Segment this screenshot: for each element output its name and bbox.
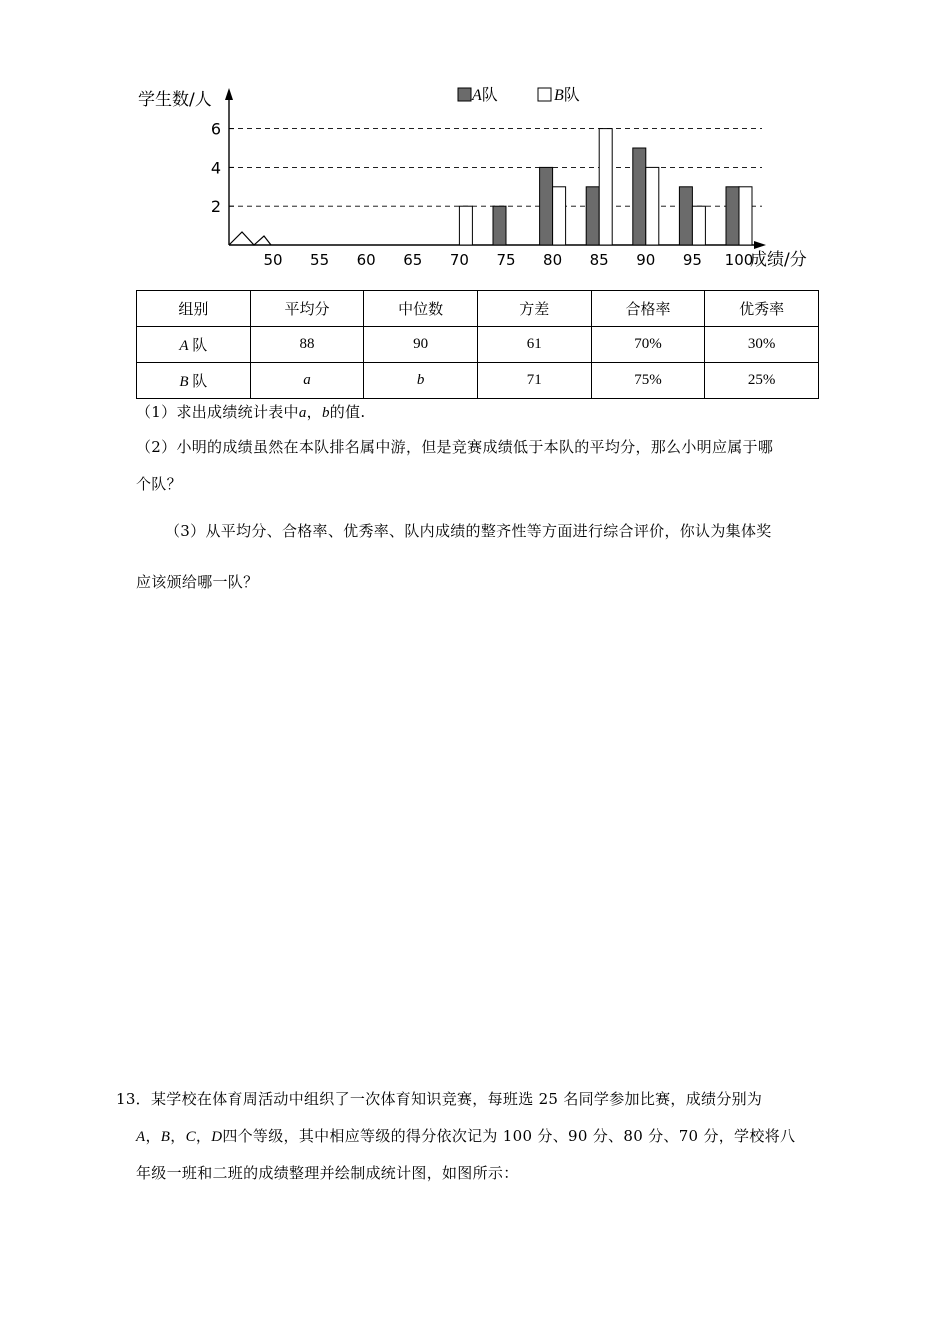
team-b-excellent-rate: 25% <box>705 363 819 399</box>
question-1-var-a: a <box>298 405 307 421</box>
x-tick-label: 95 <box>682 251 702 269</box>
x-tick-label: 65 <box>403 251 423 269</box>
table-header-row <box>137 291 819 327</box>
legend-label-a-letter: A <box>472 87 482 104</box>
question-1 <box>136 402 365 423</box>
y-axis-title: 学生数/人 <box>138 90 212 110</box>
problem-13-line-1 <box>116 1089 762 1109</box>
question-1-text: （1）求出成绩统计表中 <box>136 403 299 421</box>
table-row <box>137 363 819 399</box>
team-a-letter: A <box>179 338 189 354</box>
bar-b <box>739 187 752 245</box>
question-1-text-end: 的值. <box>329 403 366 421</box>
legend-swatch-b <box>538 88 551 101</box>
header-pass-rate: 合格率 <box>591 291 705 327</box>
x-tick-label: 70 <box>449 251 469 269</box>
bar-a <box>493 206 506 245</box>
question-3-line-1: （3）从平均分、合格率、优秀率、队内成绩的整齐性等方面进行综合评价，你认为集体奖 <box>165 522 772 540</box>
team-b-median: b <box>364 363 478 399</box>
separator: ， <box>170 1127 186 1145</box>
svg-text:B队 <box>554 85 580 104</box>
x-tick-label: 75 <box>496 251 516 269</box>
separator: ， <box>195 1127 212 1145</box>
question-2-line-1: （2）小明的成绩虽然在本队排名属中游，但是竞赛成绩低于本队的平均分，那么小明应属于哪 <box>136 438 774 456</box>
y-tick-label: 6 <box>210 119 221 139</box>
grade-c: C <box>185 1129 196 1145</box>
y-tick-label: 2 <box>210 197 221 217</box>
legend-label-a-suffix: 队 <box>481 85 498 104</box>
bar-a <box>633 148 646 245</box>
question-1-var-b: b <box>321 405 330 421</box>
bar-a <box>540 167 553 245</box>
problem-13-line-3: 年级一班和二班的成绩整理并绘制成统计图，如图所示： <box>136 1164 519 1182</box>
team-a-excellent-rate: 30% <box>705 327 819 363</box>
statistics-table <box>136 290 819 399</box>
table-row <box>137 327 819 363</box>
team-b-suffix: 队 <box>192 374 208 390</box>
bar-b <box>599 129 612 245</box>
bar-a <box>679 187 692 245</box>
y-axis-arrow <box>225 88 233 100</box>
bar-b <box>692 206 705 245</box>
grade-a: A <box>136 1129 146 1145</box>
team-a-median: 90 <box>364 327 478 363</box>
header-variance: 方差 <box>477 291 591 327</box>
grade-b: B <box>160 1129 171 1145</box>
problem-13-line-2 <box>136 1126 795 1147</box>
team-a-label <box>137 327 251 363</box>
team-b-label <box>137 363 251 399</box>
team-b-variance: 71 <box>477 363 591 399</box>
header-median: 中位数 <box>364 291 478 327</box>
x-tick-label: 60 <box>356 251 376 269</box>
header-group: 组别 <box>137 291 251 327</box>
x-tick-label: 80 <box>543 251 563 269</box>
legend-label-b-suffix: 队 <box>563 85 580 104</box>
header-excellent-rate: 优秀率 <box>705 291 819 327</box>
bar-chart <box>0 0 950 285</box>
y-tick-label: 4 <box>210 158 221 178</box>
bar-a <box>586 187 599 245</box>
svg-text:A队 <box>471 85 498 104</box>
x-tick-label: 50 <box>263 251 283 269</box>
team-a-variance: 61 <box>477 327 591 363</box>
bar-b <box>459 206 472 245</box>
team-a-pass-rate: 70% <box>591 327 705 363</box>
legend-label-b-letter: B <box>554 87 564 104</box>
x-tick-label: 85 <box>589 251 609 269</box>
x-tick-label: 90 <box>636 251 656 269</box>
team-b-letter: B <box>179 374 189 390</box>
problem-13-line-2-text: 四个等级，其中相应等级的得分依次记为 100 分、90 分、80 分、70 分，学校将八 <box>222 1127 796 1145</box>
question-3-line-2: 应该颁给哪一队？ <box>136 573 259 591</box>
x-axis-arrow <box>754 241 766 249</box>
bar-a <box>726 187 739 245</box>
team-b-pass-rate: 75% <box>591 363 705 399</box>
x-tick-label: 55 <box>310 251 330 269</box>
separator: ， <box>145 1127 161 1145</box>
bar-b <box>553 187 566 245</box>
problem-13-text: 某学校在体育周活动中组织了一次体育知识竞赛，每班选 25 名同学参加比赛，成绩分别为 <box>151 1090 763 1108</box>
header-mean: 平均分 <box>250 291 364 327</box>
question-2-line-2: 个队？ <box>136 475 182 493</box>
x-axis-title: 成绩/分 <box>750 250 807 270</box>
question-1-sep: ， <box>306 403 322 421</box>
grade-d: D <box>211 1129 223 1145</box>
bar-b <box>646 167 659 245</box>
legend-swatch-a <box>458 88 471 101</box>
team-b-mean: a <box>250 363 364 399</box>
problem-13-number: 13． <box>116 1090 151 1108</box>
axis-break-zigzag <box>229 232 271 245</box>
team-a-mean: 88 <box>250 327 364 363</box>
x-tick-label: 100 <box>724 251 754 269</box>
team-a-suffix: 队 <box>192 338 208 354</box>
legend <box>458 85 580 104</box>
